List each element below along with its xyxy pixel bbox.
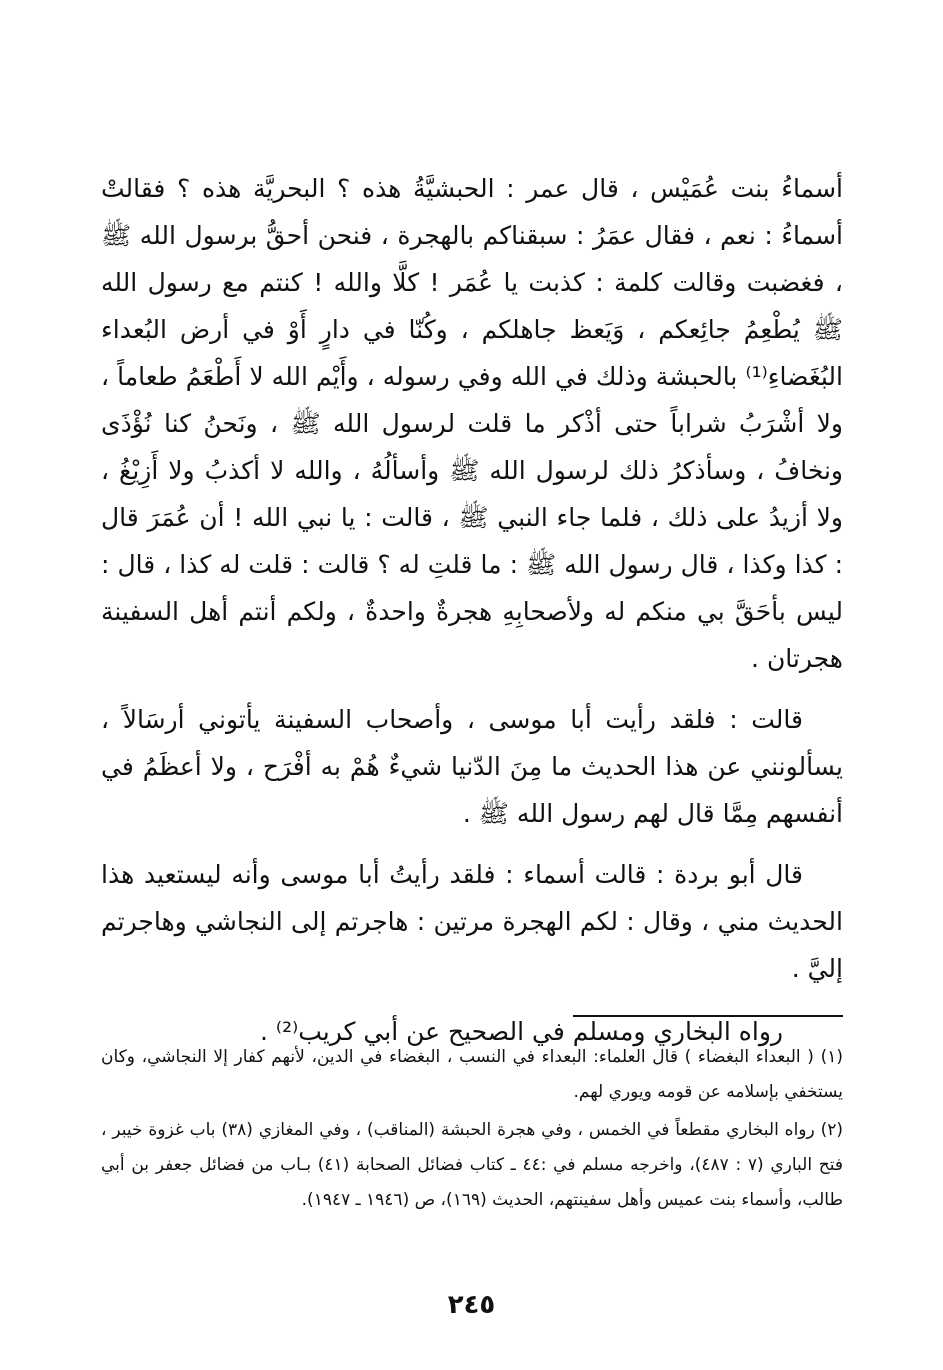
footnote-1: (١) ( البعداء البغضاء ) قال العلماء: البعداء في النسب ، البغضاء في الدين، لأنهم كفار إلا النجاشي، وكان يستخفي بإسلامه عن قومه ويوري لهم. (101, 1047, 843, 1102)
paragraph-1: أسماءُ بنت عُمَيْس ، قال عمر : الحبشيَّةُ هذه ؟ البحريَّة هذه ؟ فقالتْ أسماءُ : نعم ، فقال عمَرُ : سبقناكم بالهجرة ، فنحن أحقُّ برسول الله ﷺ ، فغضبت وقالت كلمة : كذبت يا عُمَر ! كلَّا والله ! كنتم مع رسول الله ﷺ يُطْعِمُ جائِعكم ، وَيَعظ جاهلكم ، وكُنّا في دارٍ أَوْ في أرض البُعداء البُغَضاءِ⁽¹⁾ بالحبشة وذلك في الله وفي رسوله ، وأَيْم الله لا أَطْعَمُ طعاماً ، ولا أشْرَبُ شراباً حتى أذْكر ما قلت لرسول الله ﷺ ، ونَحنُ كنا نُؤْذَى ونخافُ ، وسأذكرُ ذلك لرسول الله ﷺ وأسألُهُ ، والله لا أكذبُ ولا أَزِيْغُ ، ولا أزيدُ على ذلك ، فلما جاء النبي ﷺ ، قالت : يا نبي الله ! أن عُمَرَ قال : كذا وكذا ، قال رسول الله ﷺ : ما قلتِ له ؟ قالت : قلت له كذا ، قال : ليس بأحَقَّ بي منكم له ولأصحابِهِ هجرةٌ واحدةٌ ، ولكم أنتم أهل السفينة هجرتان . (101, 174, 843, 673)
paragraph-3: قال أبو بردة : قالت أسماء : فلقد رأيتُ أبا موسى وأنه ليستعيد هذا الحديث مني ، وقال : لكم الهجرة مرتين : هاجرتم إلى النجاشي وهاجرتم إليَّ . (101, 860, 843, 983)
footnotes (101, 1040, 843, 1221)
paragraph-2: قالت : فلقد رأيت أبا موسى ، وأصحاب السفينة يأتوني أرسَالاً ، يسألونني عن هذا الحديث ما مِنَ الدّنيا شيءٌ هُمْ به أفْرَح ، ولا أعظَمُ في أنفسهم مِمَّا قال لهم رسول الله ﷺ . (101, 705, 843, 828)
page-number: ٢٤٥ (447, 1290, 496, 1320)
main-text (101, 165, 843, 1055)
hadith-attribution: رواه البخاري ومسلم في الصحيح عن أبي كريب⁽²⁾ . (260, 1017, 783, 1046)
footnote-separator (573, 1015, 843, 1017)
footnote-2: (٢) رواه البخاري مقطعاً في الخمس ، وفي هجرة الحبشة (المناقب) ، وفي المغازي (٣٨) باب غزوة خيبر ، فتح الباري (٧ : ٤٨٧)، واخرجه مسلم في :٤٤ ـ كتاب فضائل الصحابة (٤١) بـاب من فضائل جعفر بن أبي طالب، وأسماء بنت عميس وأهل سفينتهم، الحديث (١٦٩)، ص (١٩٤٦ ـ ١٩٤٧). (101, 1120, 843, 1210)
